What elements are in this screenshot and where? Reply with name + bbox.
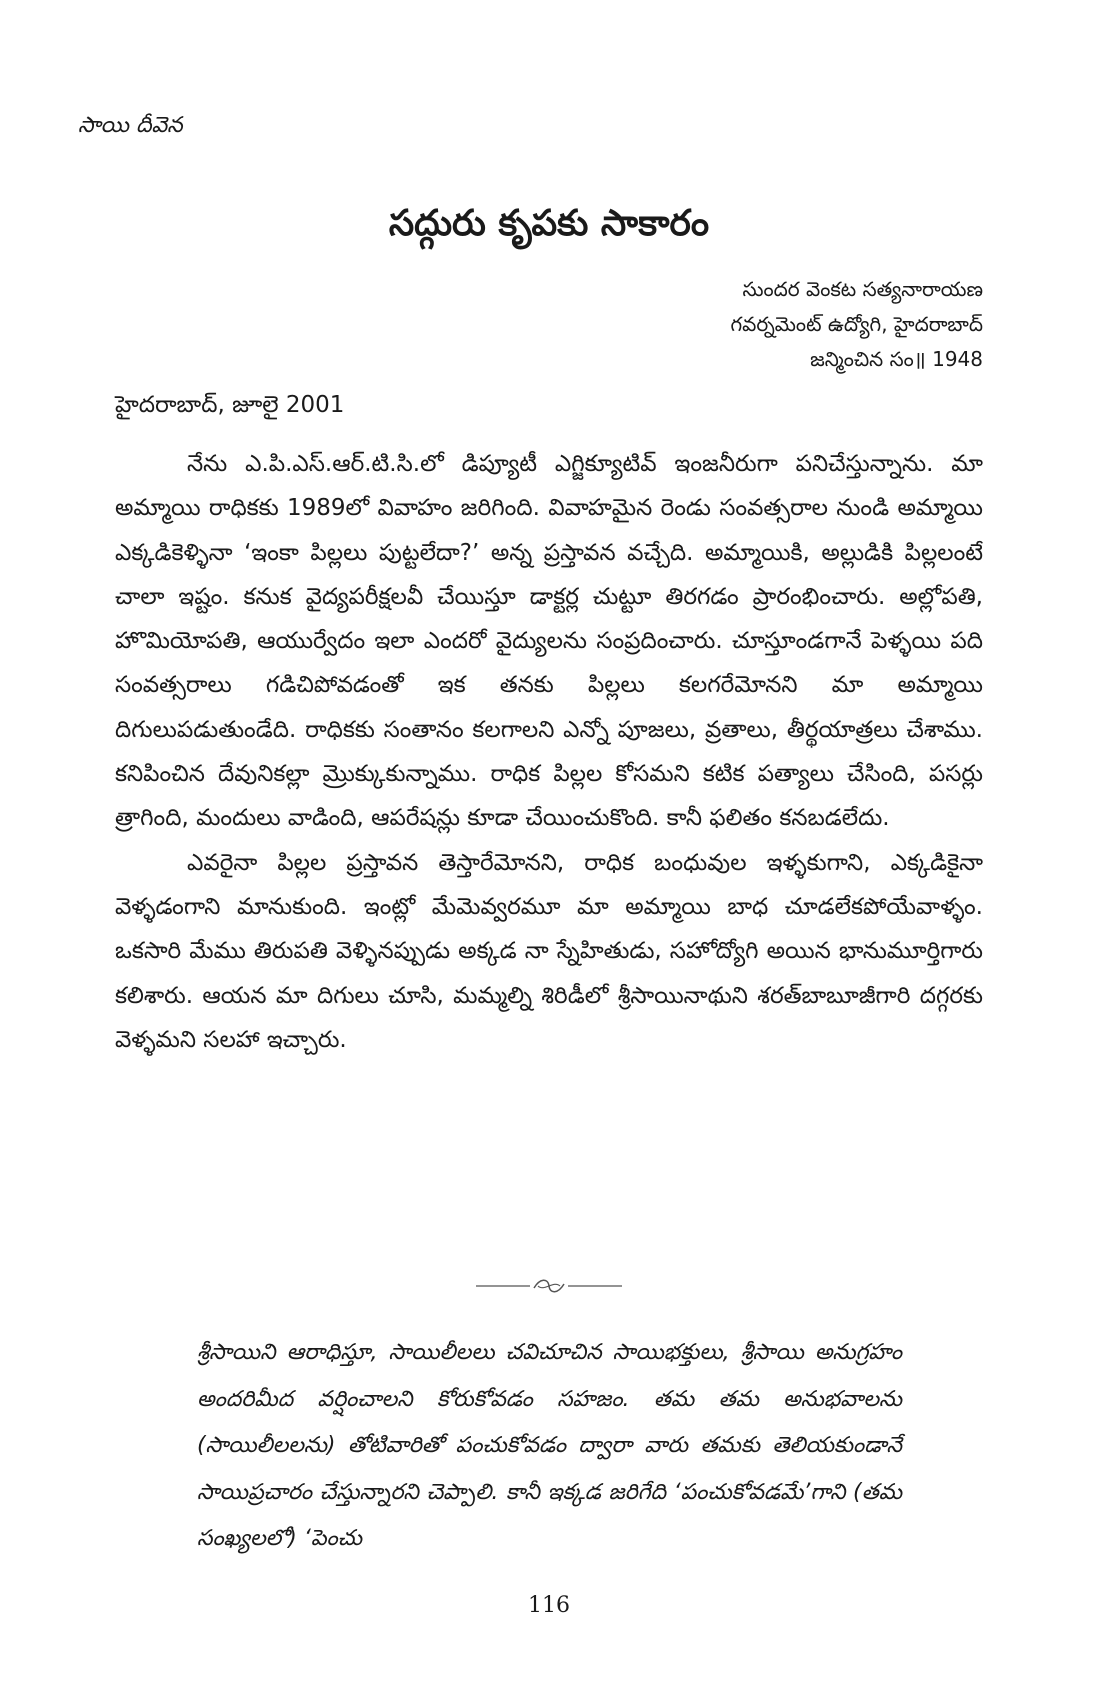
ornament-divider: [0, 1273, 1098, 1298]
author-block: [463, 272, 983, 377]
running-head: సాయి దీవెన: [78, 113, 183, 138]
author-name: సుందర వెంకట సత్యనారాయణ: [742, 277, 983, 301]
body-paragraph: నేను ఎ.పి.ఎస్.ఆర్.టి.సి.లో డిప్యూటీ ఎగ్జిక్యూటివ్ ఇంజనీరుగా పనిచేస్తున్నాను. మా అమ్మాయి రాధికకు 1989లో వివాహం జరిగింది. వివాహమైన రెండు సంవత్సరాల నుండి అమ్మాయి ఎక్కడికెళ్ళినా ‘ఇంకా పిల్లలు పుట్టలేదా?’ అన్న ప్రస్తావన వచ్చేది. అమ్మాయికి, అల్లుడికి పిల్లలంటే చాలా ఇష్టం. కనుక వైద్యపరీక్షలవీ చేయిస్తూ డాక్టర్ల చుట్టూ తిరగడం ప్రారంభించారు. అల్లోపతి, హొమియోపతి, ఆయుర్వేదం ఇలా ఎందరో వైద్యులను సంప్రదించారు. చూస్తూండగానే పెళ్ళయి పది సంవత్సరాలు గడిచిపోవడంతో ఇక తనకు పిల్లలు కలగరేమోనని మా అమ్మాయి దిగులుపడుతుండేది. రాధికకు సంతానం కలగాలని ఎన్నో పూజలు, వ్రతాలు, తీర్థయాత్రలు చేశాము. కనిపించిన దేవునికల్లా మ్రొక్కుకున్నాము. రాధిక పిల్లల కోసమని కటిక పత్యాలు చేసింది, పసర్లు త్రాగింది, మందులు వాడింది, ఆపరేషన్లు కూడా చేయించుకొంది. కానీ ఫలితం కనబడలేదు.: [115, 451, 983, 832]
chapter-title: సద్గురు కృపకు సాకారం: [388, 203, 710, 244]
body-paragraph: ఎవరైనా పిల్లల ప్రస్తావన తెస్తారేమోనని, రాధిక బంధువుల ఇళ్ళకుగాని, ఎక్కడికైనా వెళ్ళడంగాని మానుకుంది. ఇంట్లో మేమెవ్వరమూ మా అమ్మాయి బాధ చూడలేకపోయేవాళ్ళం. ఒకసారి మేము తిరుపతి వెళ్ళినప్పుడు అక్కడ నా స్నేహితుడు, సహోద్యోగి అయిన భానుమూర్తిగారు కలిశారు. ఆయన మా దిగులు చూసి, మమ్మల్ని శిరిడీలో శ్రీసాయినాథుని శరత్‌బాబూజీగారి దగ్గరకు వెళ్ళమని సలహా ఇచ్చారు.: [115, 849, 983, 1053]
page-number: 116: [528, 1593, 570, 1618]
place-date: హైదరాబాద్, జూలై 2001: [115, 392, 345, 418]
author-born: జన్మించిన సం॥ 1948: [810, 347, 983, 371]
flourish-icon: [474, 1276, 624, 1296]
body-text: [115, 442, 983, 1062]
commentary-text: శ్రీసాయిని ఆరాధిస్తూ, సాయిలీలలు చవిచూచిన సాయిభక్తులు, శ్రీసాయి అనుగ్రహం అందరిమీద వర్షించాలని కోరుకోవడం సహజం. తమ తమ అనుభవాలను (సాయిలీలలను) తోటివారితో పంచుకోవడం ద్వారా వారు తమకు తెలియకుండానే సాయిప్రచారం చేస్తున్నారని చెప్పాలి. కానీ ఇక్కడ జరిగేది ‘పంచుకోవడమే’గాని (తమ సంఖ్యలలో) ‘పెంచు: [197, 1340, 902, 1551]
author-role: గవర్నమెంట్ ఉద్యోగి, హైదరాబాద్: [730, 312, 983, 336]
